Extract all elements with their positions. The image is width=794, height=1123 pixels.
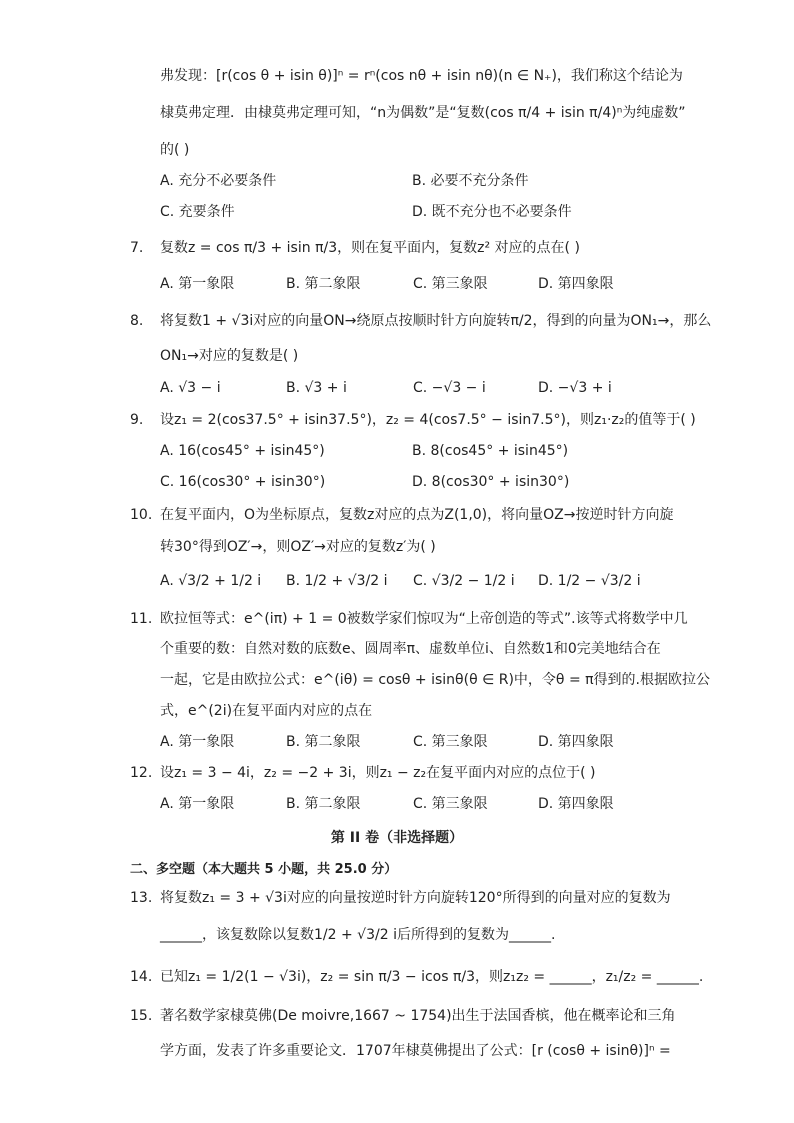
part2-title: 第 II 卷（非选择题） (330, 830, 464, 846)
q6-option-d: D. 既不充分也不必要条件 (412, 204, 572, 220)
q7-option-c: C. 第三象限 (413, 276, 488, 292)
q8-option-d: D. −√3 + i (538, 380, 612, 396)
q11-option-b: B. 第二象限 (286, 734, 361, 750)
q9-option-b: B. 8(cos45° + isin45°) (412, 443, 569, 459)
q10-option-b: B. 1/2 + √3/2 i (286, 573, 388, 589)
q8-number: 8. (130, 313, 144, 329)
q11-line3: 一起，它是由欧拉公式：e^(iθ) = cosθ + isinθ(θ ∈ R)中，令θ = π得到的.根据欧拉公 (160, 672, 711, 688)
q8-option-b: B. √3 + i (286, 380, 347, 396)
q10-option-c: C. √3/2 − 1/2 i (413, 573, 515, 589)
q15-line2: 学方面，发表了许多重要论文．1707年棣莫佛提出了公式：[r (cosθ + isinθ)]ⁿ = (160, 1043, 671, 1059)
q7-option-b: B. 第二象限 (286, 276, 361, 292)
q9-text: 设z₁ = 2(cos37.5° + isin37.5°)，z₂ = 4(cos7.5° − isin7.5°)，则z₁·z₂的值等于( ) (160, 412, 696, 428)
q10-line2: 转30°得到OZ′→，则OZ′→对应的复数z′为( ) (160, 539, 436, 555)
q11-number: 11. (130, 611, 153, 627)
q12-option-c: C. 第三象限 (413, 796, 488, 812)
q6-option-c: C. 充要条件 (160, 204, 235, 220)
q9-number: 9. (130, 412, 144, 428)
q6-line2: 棣莫弗定理．由棣莫弗定理可知，“n为偶数”是“复数(cos π/4 + isin π/4)ⁿ为纯虚数” (160, 105, 686, 121)
q11-line4: 式，e^(2i)在复平面内对应的点在 (160, 703, 373, 719)
q6-line1: 弗发现：[r(cos θ + isin θ)]ⁿ = rⁿ(cos nθ + isin nθ)(n ∈ N₊)，我们称这个结论为 (160, 68, 683, 84)
q6-line3: 的( ) (160, 142, 190, 158)
q7-option-a: A. 第一象限 (160, 276, 235, 292)
q10-option-d: D. 1/2 − √3/2 i (538, 573, 641, 589)
q12-number: 12. (130, 765, 153, 781)
q6-option-a: A. 充分不必要条件 (160, 173, 277, 189)
q12-text: 设z₁ = 3 − 4i，z₂ = −2 + 3i，则z₁ − z₂在复平面内对应的点位于( ) (160, 765, 596, 781)
q13-line2: ______，该复数除以复数1/2 + √3/2 i后所得到的复数为______. (160, 927, 556, 943)
q13-number: 13. (130, 890, 153, 906)
q12-option-a: A. 第一象限 (160, 796, 235, 812)
q7-text: 复数z = cos π/3 + isin π/3，则在复平面内，复数z² 对应的点在( ) (160, 240, 580, 256)
q14-text: 已知z₁ = 1/2(1 − √3i)，z₂ = sin π/3 − icos π/3，则z₁z₂ = ______，z₁/z₂ = ______. (160, 969, 704, 985)
q7-option-d: D. 第四象限 (538, 276, 614, 292)
q13-line1: 将复数z₁ = 3 + √3i对应的向量按逆时针方向旋转120°所得到的向量对应的复数为 (160, 890, 671, 906)
q11-option-d: D. 第四象限 (538, 734, 614, 750)
q8-option-c: C. −√3 − i (413, 380, 486, 396)
q9-option-d: D. 8(cos30° + isin30°) (412, 474, 570, 490)
q10-option-a: A. √3/2 + 1/2 i (160, 573, 262, 589)
q11-line2: 个重要的数：自然对数的底数e、圆周率π、虚数单位i、自然数1和0完美地结合在 (160, 641, 661, 657)
q14-number: 14. (130, 969, 153, 985)
q10-number: 10. (130, 507, 153, 523)
q8-line2: ON₁→对应的复数是( ) (160, 348, 299, 364)
q12-option-d: D. 第四象限 (538, 796, 614, 812)
q7-number: 7. (130, 240, 144, 256)
q11-line1: 欧拉恒等式：e^(iπ) + 1 = 0被数学家们惊叹为“上帝创造的等式”.该等式将数学中几 (160, 611, 688, 627)
q9-option-a: A. 16(cos45° + isin45°) (160, 443, 325, 459)
q15-line1: 著名数学家棣莫佛(De moivre,1667 ~ 1754)出生于法国香槟，他在概率论和三角 (160, 1008, 676, 1024)
q8-line1: 将复数1 + √3i对应的向量ON→绕原点按顺时针方向旋转π/2，得到的向量为ON₁→，那么 (160, 313, 712, 329)
q12-option-b: B. 第二象限 (286, 796, 361, 812)
q11-option-a: A. 第一象限 (160, 734, 235, 750)
q11-option-c: C. 第三象限 (413, 734, 488, 750)
q6-option-b: B. 必要不充分条件 (412, 173, 529, 189)
q10-line1: 在复平面内，O为坐标原点，复数z对应的点为Z(1,0)，将向量OZ→按逆时针方向旋 (160, 507, 674, 523)
q15-number: 15. (130, 1008, 153, 1024)
q8-option-a: A. √3 − i (160, 380, 221, 396)
q9-option-c: C. 16(cos30° + isin30°) (160, 474, 326, 490)
section2-heading: 二、多空题（本大题共 5 小题，共 25.0 分） (130, 862, 398, 877)
